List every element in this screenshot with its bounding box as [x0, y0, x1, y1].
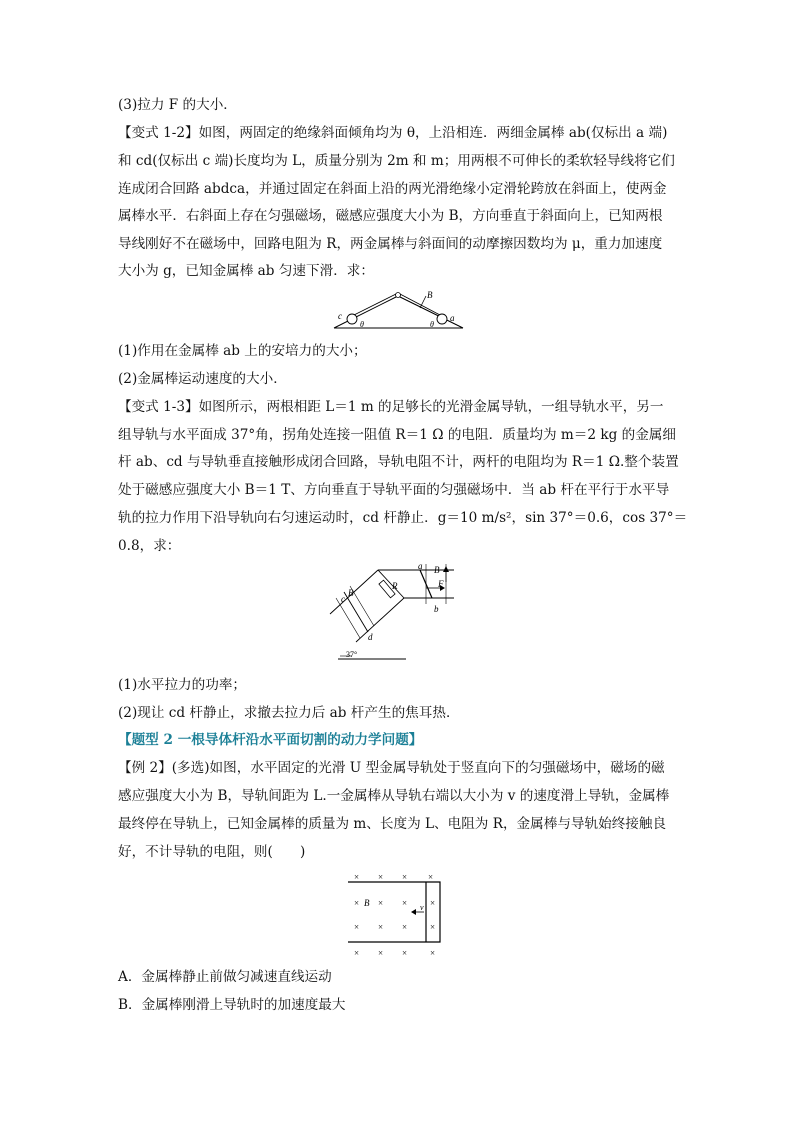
fig3-label-B: B: [364, 898, 370, 908]
variant-1-3-line-1: 【变式 1-3】如图所示，两根相距 L＝1 m 的足够长的光滑金属导轨，一组导轨水平，另一: [118, 399, 664, 415]
fig3-cross: ×: [402, 872, 408, 882]
fig3-cross: ×: [430, 898, 436, 908]
variant-1-2-line-3: 连成闭合回路 abdca，并通过固定在斜面上沿的两光滑绝缘小定滑轮跨放在斜面上，使两金: [118, 181, 667, 197]
fig3-cross: ×: [402, 948, 408, 958]
fig2-label-B-left: B: [348, 588, 354, 598]
fig2-label-F: F: [438, 579, 444, 589]
variant-1-3-line-6: 0.8，求：: [118, 538, 181, 554]
section-heading-type-2: 【题型 2 一根导体杆沿水平面切割的动力学问题】: [118, 732, 423, 748]
figure-bent-rails: [322, 560, 466, 664]
variant-1-3-part-2: (2)现让 cd 杆静止，求撤去拉力后 ab 杆产生的焦耳热．: [118, 705, 460, 721]
fig3-cross: ×: [378, 872, 384, 882]
variant-1-2-line-2: 和 cd(仅标出 c 端)长度均为 L，质量分别为 2m 和 m；用两根不可伸长的柔软轻导线将它们: [118, 153, 675, 169]
fig3-cross: ×: [402, 922, 408, 932]
variant-1-3-line-3: 杆 ab、cd 与导轨垂直接触形成闭合回路，导轨电阻不计，两杆的电阻均为 R＝1 Ω.整个装置: [118, 454, 679, 470]
figure-u-rail: [344, 868, 450, 962]
figure-inclines: [330, 288, 466, 334]
fig3-label-v: v: [420, 903, 424, 912]
variant-1-2-line-5: 导线刚好不在磁场中，回路电阻为 R，两金属棒与斜面间的动摩擦因数均为 μ，重力加速度: [118, 236, 663, 252]
fig3-cross: ×: [378, 948, 384, 958]
fig2-label-b: b: [434, 604, 439, 614]
example-2-line-2: 感应强度大小为 B，导轨间距为 L.一金属棒从导轨右端以大小为 v 的速度滑上导轨，金属棒: [118, 788, 670, 804]
fig3-cross: ×: [354, 872, 360, 882]
fig2-label-R: R: [392, 581, 398, 591]
fig1-label-B: B: [427, 290, 433, 300]
variant-1-3-line-5: 轨的拉力作用下沿导轨向右匀速运动时，cd 杆静止．g＝10 m/s²，sin 37°＝0.6，cos 37°＝: [118, 510, 688, 526]
fig3-cross: ×: [378, 898, 384, 908]
fig2-angle-label: 37°: [346, 650, 358, 659]
fig1-theta-right: θ: [430, 320, 434, 329]
fig2-label-a: a: [418, 561, 423, 571]
example-2-line-3: 最终停在导轨上，已知金属棒的质量为 m、长度为 L、电阻为 R，金属棒与导轨始终接触良: [118, 816, 667, 832]
fig1-label-a: a: [450, 313, 455, 323]
question-part-3: (3)拉力 F 的大小．: [118, 97, 237, 113]
variant-1-2-line-1: 【变式 1-2】如图，两固定的绝缘斜面倾角均为 θ，上沿相连．两细金属棒 ab(仅标出 a 端): [118, 125, 668, 141]
fig1-theta-left: θ: [360, 320, 364, 329]
variant-1-3-part-1: (1)水平拉力的功率；: [118, 677, 247, 693]
variant-1-2-line-6: 大小为 g，已知金属棒 ab 匀速下滑．求：: [118, 263, 374, 279]
fig3-cross: ×: [354, 922, 360, 932]
variant-1-2-line-4: 属棒水平．右斜面上存在匀强磁场，磁感应强度大小为 B，方向垂直于斜面向上，已知两根: [118, 208, 663, 224]
fig3-cross: ×: [354, 948, 360, 958]
option-a: A．金属棒静止前做匀减速直线运动: [118, 969, 332, 985]
fig3-cross: ×: [428, 872, 434, 882]
variant-1-3-line-4: 处于磁感应强度大小 B＝1 T、方向垂直于导轨平面的匀强磁场中．当 ab 杆在平行于水平导: [118, 482, 670, 498]
fig1-label-c: c: [338, 311, 342, 321]
variant-1-2-part-2: (2)金属棒运动速度的大小．: [118, 371, 287, 387]
fig3-cross: ×: [430, 922, 436, 932]
fig3-cross: ×: [378, 922, 384, 932]
fig2-label-B-right: B: [434, 565, 440, 575]
fig3-cross: ×: [402, 898, 408, 908]
variant-1-2-part-1: (1)作用在金属棒 ab 上的安培力的大小；: [118, 343, 367, 359]
variant-1-3-line-2: 组导轨与水平面成 37°角，拐角处连接一阻值 R＝1 Ω 的电阻．质量均为 m＝2 kg 的金属细: [118, 427, 676, 443]
fig3-cross: ×: [354, 898, 360, 908]
fig2-label-d: d: [368, 632, 373, 642]
fig3-cross: ×: [430, 948, 436, 958]
example-2-line-1: 【例 2】(多选)如图，水平固定的光滑 U 型金属导轨处于竖直向下的匀强磁场中，磁场的磁: [118, 760, 665, 776]
option-b: B．金属棒刚滑上导轨时的加速度最大: [118, 997, 346, 1013]
example-2-line-4: 好，不计导轨的电阻，则( ): [118, 844, 306, 860]
fig2-label-c: c: [341, 594, 345, 604]
